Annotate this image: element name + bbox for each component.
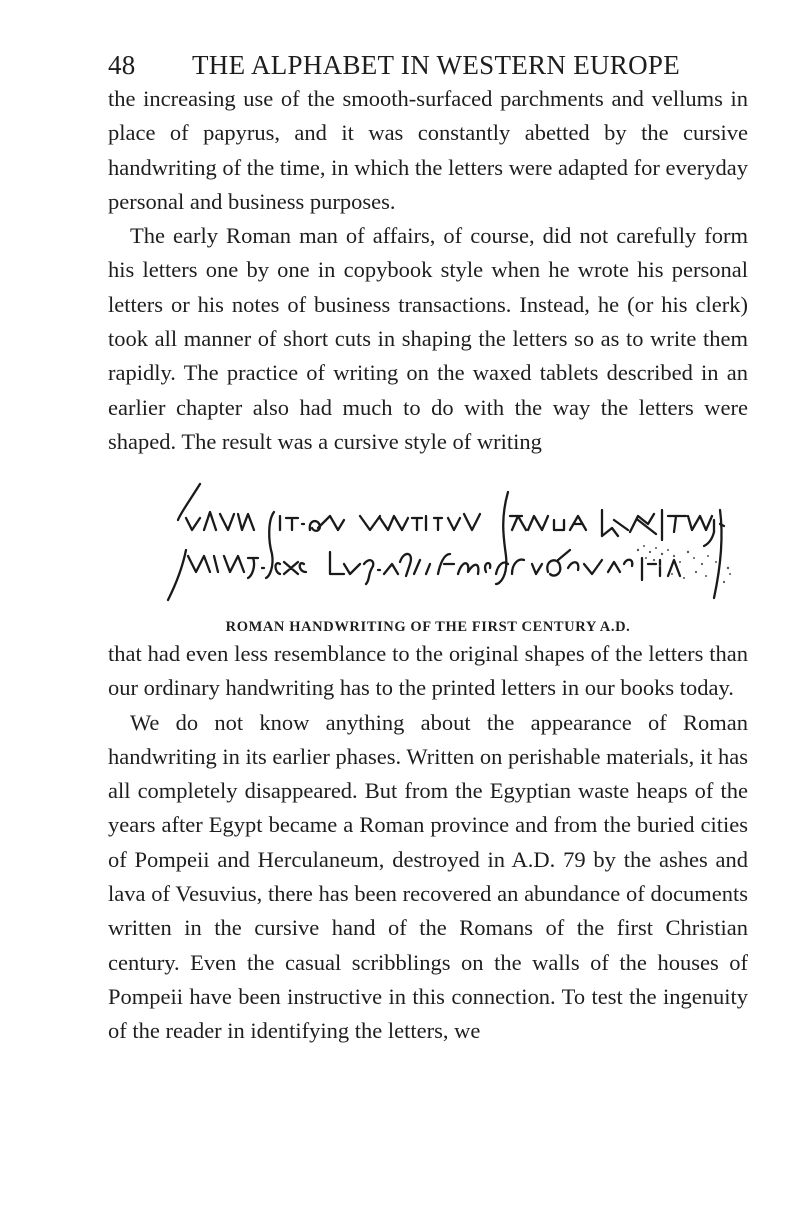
handwriting-figure [108,480,748,635]
page-number: 48 [108,50,136,80]
text-block-top [108,82,748,459]
text-block-bottom [108,637,748,1049]
paragraph: We do not know anything about the appearance of Roman handwriting in its earlier phases. Written on perishable materials, it has all completely disappeared. But from the Egyptian waste heaps of the years after Egypt became a Roman province and from the buried cities of Pompeii and Herculaneum, destroyed in A.D. 79 by the ashes and lava of Vesuvius, there has been recovered an abundance of documents written in the cursive hand of the Romans of the first Christian century. Even the casual scribblings on the walls of the houses of Pompeii have been instructive in this connection. To test the ingenuity of the reader in identifying the letters, we [108,709,748,1044]
paragraph: that had even less resemblance to the original shapes of the letters than our ordinary handwriting has to the printed letters in our books today. [108,641,748,701]
paragraph: the increasing use of the smooth-surfaced parchments and vellums in place of papyrus, and it was constantly abetted by the cursive handwriting of the time, in which the letters were adapted for everyday personal and business purposes. [108,86,748,214]
running-title: THE ALPHABET IN WESTERN EUROPE [192,50,680,80]
running-header [108,50,708,81]
roman-cursive-script-image [108,480,748,610]
paragraph: The early Roman man of affairs, of course, did not carefully form his letters one by one in copybook style when he wrote his personal letters or his notes of business transactions. Instead, he (or his clerk) took all manner of short cuts in shaping the letters so as to write them rapidly. The practice of writing on the waxed tablets described in an earlier chapter also had much to do with the way the letters were shaped. The result was a cursive style of writing [108,223,748,454]
figure-caption: ROMAN HANDWRITING OF THE FIRST CENTURY A.D. [225,619,631,635]
